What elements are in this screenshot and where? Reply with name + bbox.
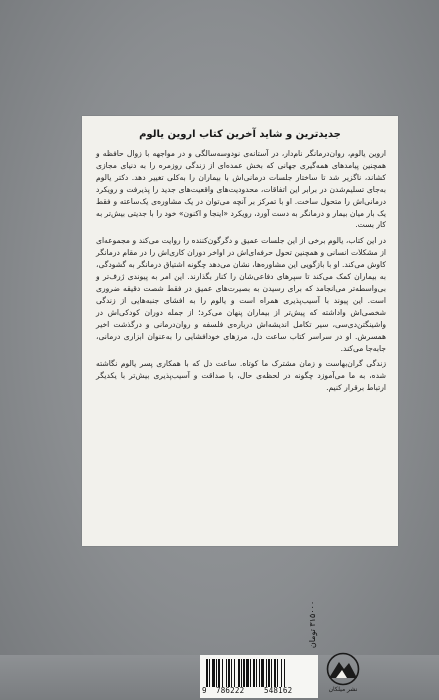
barcode-digits-right: 548162 [264,686,293,695]
isbn-barcode [200,655,318,698]
price-text: ۳۱۵۰۰۰ تومان [308,600,318,648]
publisher-logo [323,651,363,697]
publisher-name: نشر میلکان [328,686,358,693]
barcode-gap [285,659,286,687]
barcode-digit-first: 9 [202,686,207,695]
synopsis-paragraph: در این کتاب، یالوم برخی از این جلسات عمیق و دگرگون‌کننده را روایت می‌کند و مجموعه‌ای از مشکلات انسانی و همچنین تحول حرفه‌ای‌اش در اواخر دوران کاری‌اش را در مقام درمانگر کاوش می‌کند. او با بازگویی این مشاوره‌ها، نشان می‌دهد چگونه اشتیاق درمانگر به گشودگی، به بیماران کمک می‌کند تا سپرهای دفاعی‌شان را کنار بگذارند. این امر به پیوندی ژرف‌تر و بی‌واسطه‌تر می‌انجامد که برای رسیدن به بصیرت‌های عمیق در فقط شصت دقیقه ضروری است. این پیوند با آسیب‌پذیری همراه است و یالوم را به افشای جنبه‌هایی از زندگی شخصی‌اش واداشته که پیش‌تر از بیماران پنهان می‌کرد؛ از جمله دوران کودکی‌اش در واشینگتن‌دی‌سی، سیر تکامل اندیشه‌اش درباره‌ی فلسفه و روان‌درمانی و درگذشت اخیر همسرش. او در سراسر کتاب ساعت دل، مرزهای خودافشایی را به‌عنوان ابزاری درمانی، جابه‌جا می‌کند. [96,236,386,353]
synopsis-panel [82,116,398,546]
price-label [306,593,320,655]
barcode-bars [206,659,310,687]
synopsis-body [96,148,386,394]
synopsis-paragraph: زندگی گران‌بهاست و زمان مشترک ما کوتاه. ساعت دل که با همکاری پسر یالوم نگاشته شده، به ما می‌آموزد چگونه در لحظه‌ی حال، با صداقت و آسیب‌پذیری بیش‌تر با یکدیگر ارتباط برقرار کنیم. [96,359,386,393]
synopsis-paragraph: اروین یالوم، روان‌درمانگر نام‌دار، در آستانه‌ی نودوسه‌سالگی و در مواجهه با زوال حافظه و همچنین پیامدهای همه‌گیری جهانی که بخش عمده‌ای از زندگی روزمره را به دنیای مجازی کشاند، ناگزیر شد تا ساختار جلسات درمانی‌اش با بیماران را به‌کلی تغییر دهد. دکتر یالوم به‌جای تسلیم‌شدن در برابر این اتفاقات، محدودیت‌های واقعیت‌های جدید را پذیرفت و رویکرد درمانی‌اش را متحول ساخت. او با تمرکز بر آنچه می‌توان در یک مشاوره‌ی یک‌ساعته و فقط یک بار میان بیمار و درمانگر به دست آورد، رویکرد «اینجا و اکنون» خود را با جدیتی بیش‌تر به کار بست. [96,149,386,230]
mountain-logo-icon [323,651,363,687]
barcode-digits-left: 786222 [216,686,245,695]
synopsis-heading: جدیدترین و شاید آخرین کتاب اروین یالوم [139,129,341,140]
